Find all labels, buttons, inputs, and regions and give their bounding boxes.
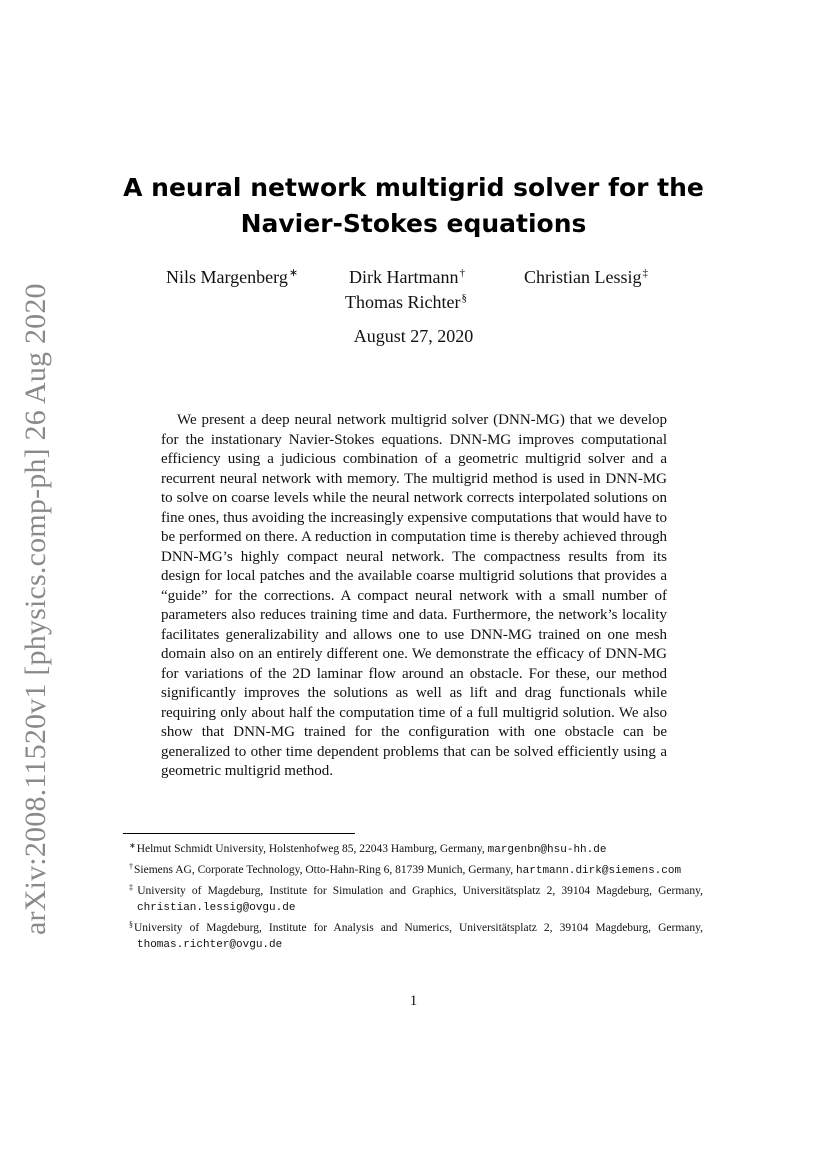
author-name: Thomas Richter (345, 292, 461, 312)
author-email[interactable]: christian.lessig@ovgu.de (137, 902, 296, 914)
footnote-separator (123, 833, 355, 834)
author-email[interactable]: margenbn@hsu-hh.de (487, 844, 607, 856)
author-footnote-mark: ‡ (642, 267, 648, 279)
page-number: 1 (409, 993, 418, 1009)
footnote-mark: ∗ (129, 841, 136, 850)
author-footnote-mark: † (459, 267, 465, 279)
footnote-mark: § (129, 920, 133, 929)
author-richter (345, 287, 467, 313)
publication-date: August 27, 2020 (353, 326, 474, 346)
footnote-text: University of Magdeburg, Institute for Simulation and Graphics, Universitätsplatz 2, 39104 Magdeburg, Germany, (137, 885, 703, 897)
author-name: Nils Margenberg (166, 267, 288, 287)
footnote-mark: ‡ (129, 883, 137, 892)
author-email[interactable]: thomas.richter@ovgu.de (137, 939, 283, 951)
title-line-2: Navier-Stokes equations (240, 209, 587, 238)
footnote-text: Helmut Schmidt University, Holstenhofweg 85, 22043 Hamburg, Germany, (136, 843, 488, 855)
author-lessig (524, 262, 648, 288)
footnote-affiliation (123, 859, 703, 879)
author-name: Dirk Hartmann (349, 267, 459, 287)
author-name: Christian Lessig (524, 267, 642, 287)
footnotes (123, 838, 703, 954)
author-email[interactable]: hartmann.dirk@siemens.com (516, 865, 682, 877)
footnote-affiliation (123, 917, 703, 953)
footnote-text: Siemens AG, Corporate Technology, Otto-Hahn-Ring 6, 81739 Munich, Germany, (134, 864, 517, 876)
footnote-text: University of Magdeburg, Institute for Analysis and Numerics, Universitätsplatz 2, 39104 Magdeburg, Germany, (134, 922, 703, 934)
abstract-text: We present a deep neural network multigrid solver (DNN-MG) that we develop for the instationary Navier-Stokes equations. DNN-MG improves computational efficiency using a judicious combination of a geometric multigrid solver and a recurrent neural network with memory. The multigrid method is used in DNN-MG to solve on coarse levels while the neural network corrects interpolated solutions on fine ones, thus avoiding the increasingly expensive computations that would have to be performed on there. A reduction in computation time is thereby achieved through DNN-MG’s highly compact neural network. The compactness results from its design for local patches and the available coarse multigrid solutions that provides a “guide” for the corrections. A compact neural network with a small number of parameters also reduces training time and data. Furthermore, the network’s locality facilitates generalizability and allows one to use DNN-MG trained on one mesh domain also on an entirely different one. We demonstrate the efficacy of DNN-MG for variations of the 2D laminar flow around an obstacle. For these, our method significantly improves the solutions as well as lift and drag functionals while requiring only about half the computation time of a full multigrid solution. We also show that DNN-MG trained for the configuration with one obstacle can be generalized to other time dependent problems that can be solved efficiently using a geometric multigrid method. (161, 412, 667, 779)
paper-title (100, 170, 727, 242)
author-hartmann (349, 262, 465, 288)
footnote-affiliation (123, 880, 703, 916)
author-margenberg (166, 262, 298, 288)
author-footnote-mark: § (461, 292, 467, 304)
footnote-affiliation (123, 838, 703, 858)
arxiv-identifier-stamp: arXiv:2008.11520v1 [physics.comp-ph] 26 Aug 2020 (19, 283, 52, 935)
title-line-1: A neural network multigrid solver for the (123, 173, 704, 202)
footnote-mark: † (129, 862, 133, 871)
author-footnote-mark: ∗ (288, 267, 299, 279)
